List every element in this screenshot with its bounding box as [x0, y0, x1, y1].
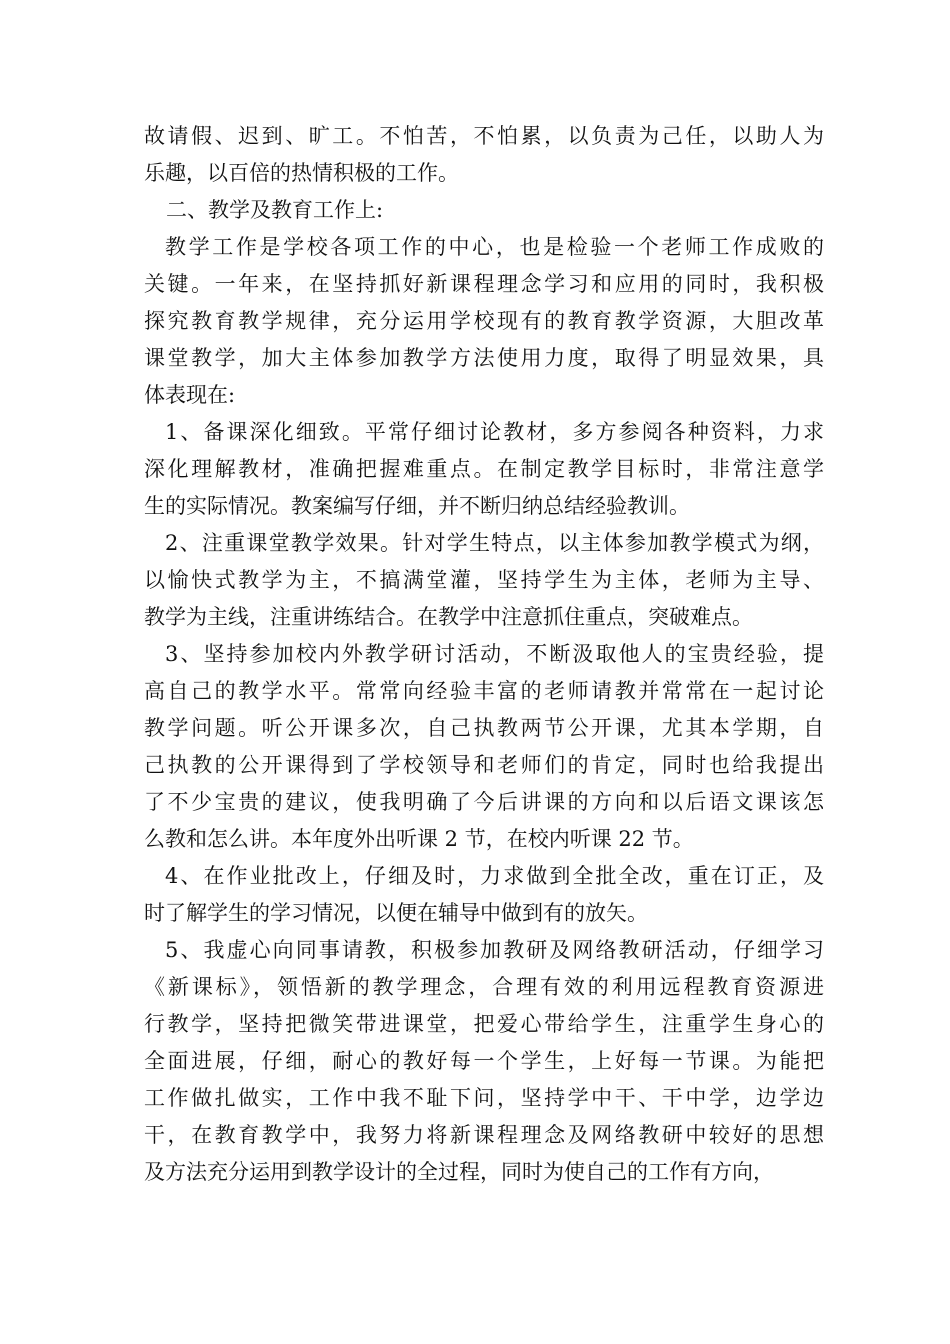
text-line: 乐趣，以百倍的热情积极的工作。 — [144, 161, 459, 185]
text-line: 3、坚持参加校内外教学研讨活动，不断汲取他人的宝贵经验，提 — [165, 642, 824, 666]
paragraph — [144, 414, 824, 525]
paragraph — [144, 525, 824, 636]
text-line: 以愉快式教学为主，不搞满堂灌，坚持学生为主体，老师为主导、 — [144, 568, 824, 592]
text-line: 二、教学及教育工作上: — [166, 198, 384, 222]
paragraph — [144, 932, 824, 1191]
document-body — [144, 118, 824, 1191]
text-line: 全面进展，仔细，耐心的教好每一个学生，上好每一节课。为能把 — [144, 1049, 824, 1073]
text-line: 及方法充分运用到教学设计的全过程，同时为使自己的工作有方向， — [144, 1160, 774, 1184]
text-line: 工作做扎做实，工作中我不耻下问，坚持学中干、干中学，边学边 — [144, 1086, 824, 1110]
text-line: 《新课标》，领悟新的教学理念，合理有效的利用远程教育资源进 — [144, 975, 824, 999]
text-line: 高自己的教学水平。常常向经验丰富的老师请教并常常在一起讨论 — [144, 679, 824, 703]
text-line: 2、注重课堂教学效果。针对学生特点，以主体参加教学模式为纲， — [165, 531, 824, 555]
text-line: 么教和怎么讲。本年度外出听课 2 节，在校内听课 22 节。 — [144, 827, 694, 851]
text-line: 生的实际情况。教案编写仔细，并不断归纳总结经验教训。 — [144, 494, 690, 518]
paragraph — [144, 118, 824, 192]
text-line: 教学为主线，注重讲练结合。在教学中注意抓住重点，突破难点。 — [144, 605, 753, 629]
text-line: 了不少宝贵的建议，使我明确了今后讲课的方向和以后语文课该怎 — [144, 790, 824, 814]
section-heading — [144, 192, 824, 229]
text-line: 时了解学生的学习情况，以便在辅导中做到有的放矢。 — [144, 901, 648, 925]
text-line: 教学问题。听公开课多次，自己执教两节公开课，尤其本学期，自 — [144, 716, 824, 740]
text-line: 体表现在: — [144, 383, 236, 407]
text-line: 关键。一年来，在坚持抓好新课程理念学习和应用的同时，我积极 — [144, 272, 824, 296]
text-line: 探究教育教学规律，充分运用学校现有的教育教学资源，大胆改革 — [144, 309, 824, 333]
paragraph — [144, 229, 824, 414]
text-line: 课堂教学，加大主体参加教学方法使用力度，取得了明显效果，具 — [144, 346, 824, 370]
text-line: 1、备课深化细致。平常仔细讨论教材，多方参阅各种资料，力求 — [165, 420, 824, 444]
text-line: 教学工作是学校各项工作的中心，也是检验一个老师工作成败的 — [165, 235, 824, 259]
text-line: 故请假、迟到、旷工。不怕苦，不怕累，以负责为己任，以助人为 — [144, 124, 824, 148]
paragraph — [144, 636, 824, 858]
text-line: 深化理解教材，准确把握难重点。在制定教学目标时，非常注意学 — [144, 457, 824, 481]
text-line: 己执教的公开课得到了学校领导和老师们的肯定，同时也给我提出 — [144, 753, 824, 777]
text-line: 4、在作业批改上，仔细及时，力求做到全批全改，重在订正，及 — [165, 864, 824, 888]
text-line: 5、我虚心向同事请教，积极参加教研及网络教研活动，仔细学习 — [165, 938, 824, 962]
text-line: 干，在教育教学中，我努力将新课程理念及网络教研中较好的思想 — [144, 1123, 824, 1147]
paragraph — [144, 858, 824, 932]
text-line: 行教学，坚持把微笑带进课堂，把爱心带给学生，注重学生身心的 — [144, 1012, 824, 1036]
